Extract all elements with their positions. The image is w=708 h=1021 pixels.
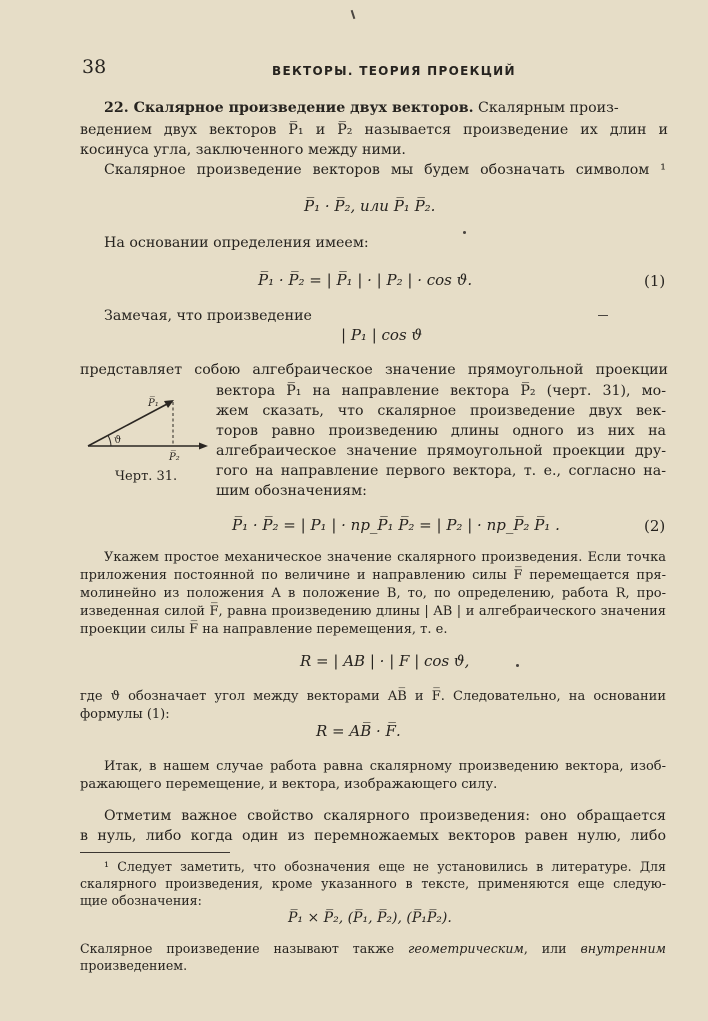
section-heading: 22. Скалярное произведение двух векторов.	[104, 100, 474, 116]
vector-p1-line	[88, 403, 169, 446]
footnote-line1: ¹ Следует заметить, что обозначения еще не установились в литературе. Для	[104, 859, 666, 874]
notation-formula: P̅₁ · P̅₂, или P̅₁ P̅₂.	[304, 197, 436, 215]
para5-line5: алгебраическое значение прямоугольной проекции дру-	[216, 443, 666, 459]
scan-speck	[463, 231, 466, 234]
para1-line3: косинуса угла, заключенного между ними.	[80, 142, 406, 158]
footnote-line4-mid: , или	[523, 941, 581, 956]
para1-line2: ведением двух векторов P̅₁ и P̅₂ называется произведение их длин и	[80, 122, 668, 138]
label-p2: P̅₂	[169, 452, 180, 463]
para8-line2: ражающего перемещение, и вектора, изображающего силу.	[80, 777, 498, 792]
para6-line1: Укажем простое механическое значение скалярного произведения. Если точка	[104, 550, 666, 565]
footnote-formula: P̅₁ × P̅₂, (P̅₁, P̅₂), (P̅₁P̅₂).	[288, 910, 452, 926]
label-angle: ϑ	[114, 435, 122, 446]
figure-31	[80, 392, 212, 464]
para6-line2: приложения постоянной по величине и направлению силы F̅ перемещается пря-	[80, 568, 666, 583]
footnote-line3: щие обозначения:	[80, 893, 202, 908]
footnote-divider	[80, 852, 230, 853]
para1-line1: Скалярным произ-	[478, 100, 619, 116]
para5-line3: жем сказать, что скалярное произведение двух век-	[216, 403, 666, 419]
scan-dash	[598, 315, 608, 316]
figure-caption: Черт. 31.	[115, 469, 178, 484]
para7-line1: где ϑ обозначает угол между векторами AB̅ и F̅. Следовательно, на основании	[80, 689, 666, 704]
para7-line2: формулы (1):	[80, 707, 170, 722]
formula-2: P̅₁ · P̅₂ = | P₁ | · пр_P̅₁ P̅₂ = | P₂ | · пр_P̅₂ P̅₁ .	[232, 516, 560, 534]
formula-2-number: (2)	[644, 517, 666, 535]
para5-line6: гого на направление первого вектора, т. е., согласно на-	[216, 463, 666, 479]
para6-line5: проекции силы F̅ на направление перемещения, т. е.	[80, 622, 448, 637]
expression-p1-cos: | P₁ | cos ϑ	[341, 326, 423, 344]
formula-4: R = AB̅ · F̅.	[316, 722, 401, 740]
para5-line1: представляет собою алгебраическое значение прямоугольной проекции	[80, 362, 668, 378]
para8-line1: Итак, в нашем случае работа равна скалярному произведению вектора, изоб-	[104, 759, 666, 774]
scan-mark	[351, 10, 356, 19]
para5-line4: торов равно произведению длины одного из них на	[216, 423, 666, 439]
footnote-line4-start: Скалярное произведение называют также	[80, 941, 409, 956]
scan-speck-2	[516, 664, 519, 667]
footnote-line5: произведением.	[80, 958, 188, 973]
para6-line4: изведенная силой F̅, равна произведению длины | AB | и алгебраического значения	[80, 604, 666, 619]
para2: Скалярное произведение векторов мы будем обозначать символом ¹	[104, 162, 666, 178]
angle-arc	[108, 436, 111, 447]
para6-line3: молинейно из положения A в положение B, то, по определению, работа R, про-	[80, 586, 666, 601]
footnote-line4	[80, 940, 666, 957]
para5-line2: вектора P̅₁ на направление вектора P̅₂ (черт. 31), мо-	[216, 383, 666, 399]
footnote-line2: скалярного произведения, кроме указанного в тексте, применяются еще следую-	[80, 876, 666, 891]
section-heading-line	[104, 98, 619, 118]
formula-1: P̅₁ · P̅₂ = | P̅₁ | · | P₂ | · cos ϑ.	[258, 271, 473, 289]
footnote-em-inner: внутренним	[580, 941, 666, 956]
vector-p2-arrowhead	[199, 443, 208, 450]
para5-line7: шим обозначениям:	[216, 483, 367, 499]
para4: Замечая, что произведение	[104, 308, 312, 324]
formula-1-number: (1)	[644, 272, 666, 290]
label-p1: P̅₁	[148, 398, 159, 409]
formula-3: R = | AB | · | F | cos ϑ,	[300, 652, 470, 670]
para3: На основании определения имеем:	[104, 235, 369, 251]
para9-line1: Отметим важное свойство скалярного произведения: оно обращается	[104, 808, 666, 824]
footnote-em-geometric: геометрическим	[408, 941, 524, 956]
page-number: 38	[82, 56, 107, 78]
running-header: ВЕКТОРЫ. ТЕОРИЯ ПРОЕКЦИЙ	[272, 64, 516, 78]
para9-line2: в нуль, либо когда один из перемножаемых векторов равен нулю, либо	[80, 828, 666, 844]
